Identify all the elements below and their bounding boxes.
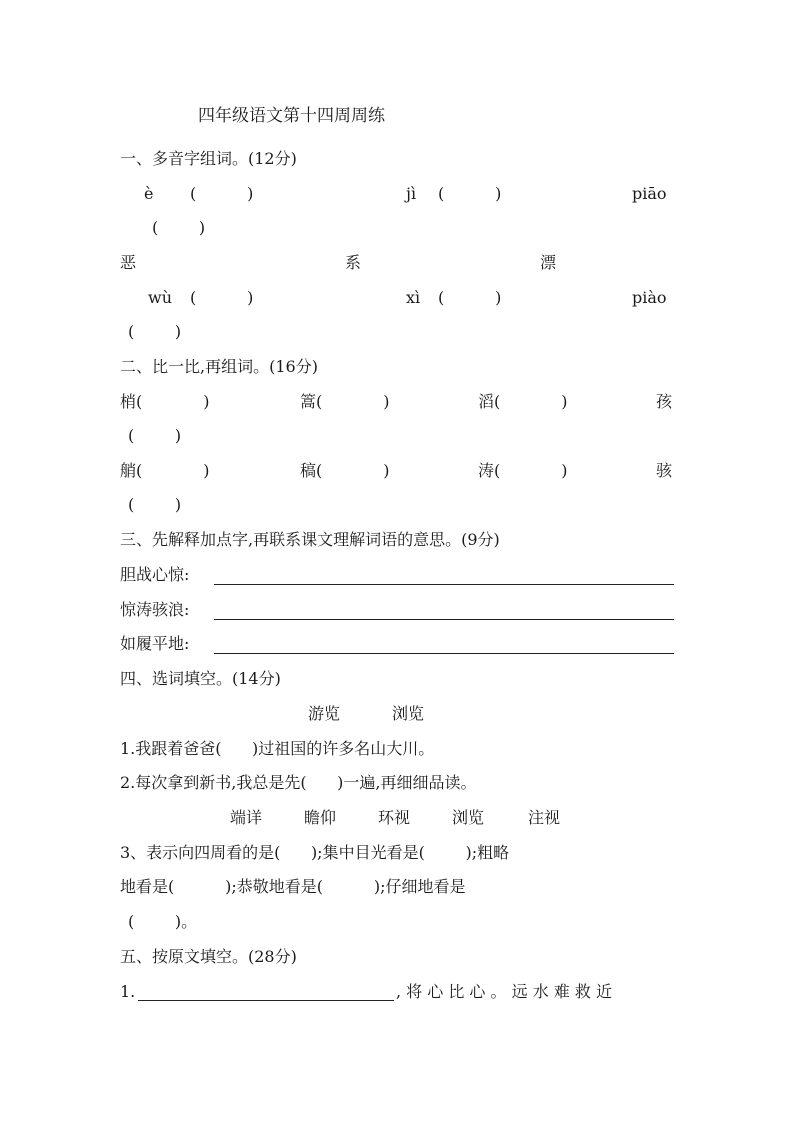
- recite-question-number: 1.: [120, 982, 136, 1001]
- char-piao: 漂: [540, 253, 557, 272]
- pinyin-piao2: piào: [632, 288, 667, 307]
- compare-item-shao[interactable]: 梢( ): [120, 392, 210, 411]
- worksheet-title: 四年级语文第十四周周练: [198, 106, 385, 126]
- pinyin-e: è: [144, 184, 154, 203]
- idiom-label: 如履平地:: [120, 634, 190, 653]
- blank-piao1[interactable]: ( ): [152, 218, 206, 237]
- compare-item-gao[interactable]: 篙( ): [300, 392, 390, 411]
- char-e: 恶: [120, 253, 137, 272]
- compare-blank-hai[interactable]: ( ): [128, 426, 182, 445]
- fill-question-3-cont[interactable]: 地看是( );恭敬地看是( );仔细地看是: [120, 877, 466, 896]
- char-xi: 系: [345, 253, 362, 272]
- pinyin-wu: wù: [148, 288, 172, 307]
- section3-heading: 三、先解释加点字,再联系课文理解词语的意思。(9分): [120, 530, 500, 549]
- word-choice: 浏览: [452, 808, 485, 827]
- pinyin-piao1: piāo: [632, 184, 667, 203]
- word-choice: 注视: [528, 808, 561, 827]
- fill-question-3[interactable]: 3、表示向四周看的是( );集中目光看是( );粗略: [120, 843, 510, 862]
- answer-line[interactable]: [214, 584, 674, 585]
- blank-piao2[interactable]: ( ): [128, 322, 182, 341]
- answer-line[interactable]: [214, 619, 674, 620]
- word-choice: 瞻仰: [304, 808, 337, 827]
- pinyin-xi: xì: [406, 288, 421, 307]
- word-choice: 游览: [308, 704, 341, 723]
- blank-wu[interactable]: ( ): [190, 288, 254, 307]
- section1-heading: 一、多音字组词。(12分): [120, 149, 297, 168]
- section5-heading: 五、按原文填空。(28分): [120, 947, 297, 966]
- pinyin-ji: jì: [406, 184, 417, 203]
- compare-item-shao2[interactable]: 艄( ): [120, 461, 210, 480]
- compare-item-gao2[interactable]: 稿( ): [300, 461, 390, 480]
- compare-blank-hai2[interactable]: ( ): [128, 495, 182, 514]
- blank-xi[interactable]: ( ): [438, 288, 502, 307]
- section4-heading: 四、选词填空。(14分): [120, 669, 281, 688]
- answer-line[interactable]: [138, 1000, 394, 1001]
- compare-item-tao2[interactable]: 涛( ): [478, 461, 568, 480]
- word-choice: 浏览: [392, 704, 425, 723]
- fill-question-3-end[interactable]: ( )。: [128, 912, 198, 931]
- idiom-label: 胆战心惊:: [120, 565, 190, 584]
- word-choice: 端详: [230, 808, 263, 827]
- compare-item-tao[interactable]: 滔( ): [478, 392, 568, 411]
- section2-heading: 二、比一比,再组词。(16分): [120, 357, 318, 376]
- word-choice: 环视: [378, 808, 411, 827]
- compare-char-hai: 孩: [656, 392, 673, 411]
- answer-line[interactable]: [214, 653, 674, 654]
- recite-question-text: , 将 心 比 心 。 远 水 难 救 近: [396, 982, 612, 1001]
- blank-ji[interactable]: ( ): [438, 184, 502, 203]
- compare-char-hai2: 骇: [656, 461, 673, 480]
- idiom-label: 惊涛骇浪:: [120, 600, 190, 619]
- blank-e[interactable]: ( ): [190, 184, 254, 203]
- fill-question-1[interactable]: 1.我跟着爸爸( )过祖国的许多名山大川。: [120, 739, 435, 758]
- fill-question-2[interactable]: 2.每次拿到新书,我总是先( )一遍,再细细品读。: [120, 773, 477, 792]
